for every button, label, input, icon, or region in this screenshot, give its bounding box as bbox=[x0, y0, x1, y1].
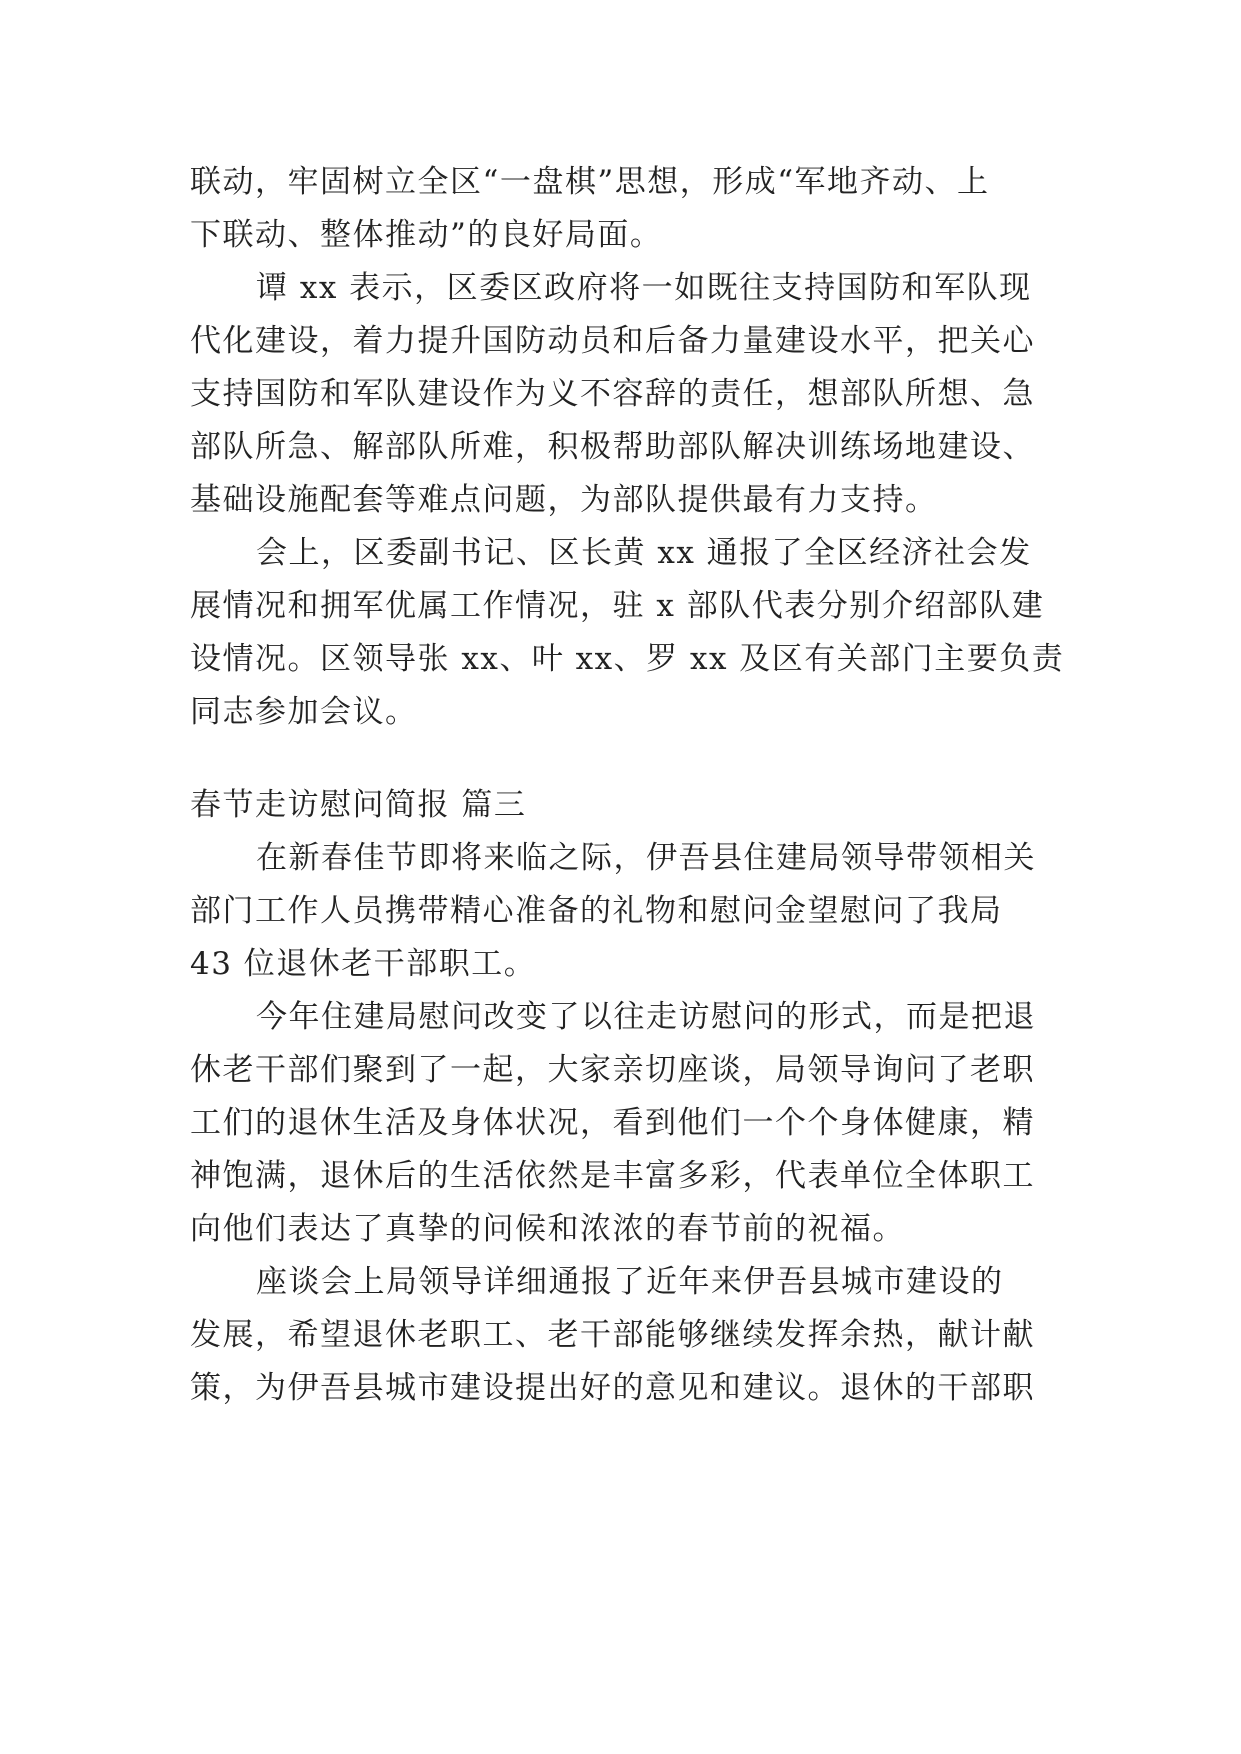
paragraph-line: 座谈会上局领导详细通报了近年来伊吾县城市建设的 bbox=[256, 1264, 1004, 1300]
section-heading: 春节走访慰问简报 篇三 bbox=[190, 787, 527, 823]
paragraph-5 bbox=[190, 991, 1070, 1256]
paragraph-line: 发展，希望退休老职工、老干部能够继续发挥余热，献计献 bbox=[190, 1317, 1035, 1353]
paragraph-line: 部队所急、解部队所难，积极帮助部队解决训练场地建设、 bbox=[190, 429, 1035, 465]
paragraph-line: 在新春佳节即将来临之际，伊吾县住建局领导带领相关 bbox=[256, 840, 1036, 876]
paragraph-line: 部门工作人员携带精心准备的礼物和慰问金望慰问了我局 bbox=[190, 893, 1003, 929]
paragraph-2 bbox=[190, 262, 1070, 527]
paragraph-line: 设情况。区领导张 xx、叶 xx、罗 xx 及区有关部门主要负责 bbox=[190, 641, 1065, 677]
paragraph-line: 代化建设，着力提升国防动员和后备力量建设水平，把关心 bbox=[190, 323, 1035, 359]
section-gap bbox=[190, 739, 1070, 779]
paragraph-line: 会上，区委副书记、区长黄 xx 通报了全区经济社会发 bbox=[256, 535, 1032, 571]
paragraph-line: 谭 xx 表示，区委区政府将一如既往支持国防和军队现 bbox=[256, 270, 1032, 306]
paragraph-6 bbox=[190, 1256, 1070, 1415]
paragraph-line: 支持国防和军队建设作为义不容辞的责任，想部队所想、急 bbox=[190, 376, 1035, 412]
paragraph-line: 策，为伊吾县城市建设提出好的意见和建议。退休的干部职 bbox=[190, 1370, 1035, 1406]
paragraph-line: 神饱满，退休后的生活依然是丰富多彩，代表单位全体职工 bbox=[190, 1158, 1035, 1194]
document-body bbox=[190, 156, 1070, 1415]
paragraph-1 bbox=[190, 156, 1070, 262]
paragraph-line: 同志参加会议。 bbox=[190, 694, 418, 730]
paragraph-3 bbox=[190, 527, 1070, 739]
paragraph-line: 今年住建局慰问改变了以往走访慰问的形式，而是把退 bbox=[256, 999, 1036, 1035]
paragraph-line: 休老干部们聚到了一起，大家亲切座谈，局领导询问了老职 bbox=[190, 1052, 1035, 1088]
paragraph-4 bbox=[190, 832, 1070, 991]
paragraph-line: 向他们表达了真挚的问候和浓浓的春节前的祝福。 bbox=[190, 1211, 905, 1247]
paragraph-line: 基础设施配套等难点问题，为部队提供最有力支持。 bbox=[190, 482, 938, 518]
paragraph-line: 下联动、整体推动”的良好局面。 bbox=[190, 217, 663, 253]
paragraph-line: 展情况和拥军优属工作情况，驻 x 部队代表分别介绍部队建 bbox=[190, 588, 1045, 624]
paragraph-line: 联动，牢固树立全区“一盘棋”思想，形成“军地齐动、上 bbox=[190, 164, 990, 200]
paragraph-line: 43 位退休老干部职工。 bbox=[190, 946, 537, 982]
paragraph-line: 工们的退休生活及身体状况，看到他们一个个身体健康，精 bbox=[190, 1105, 1035, 1141]
